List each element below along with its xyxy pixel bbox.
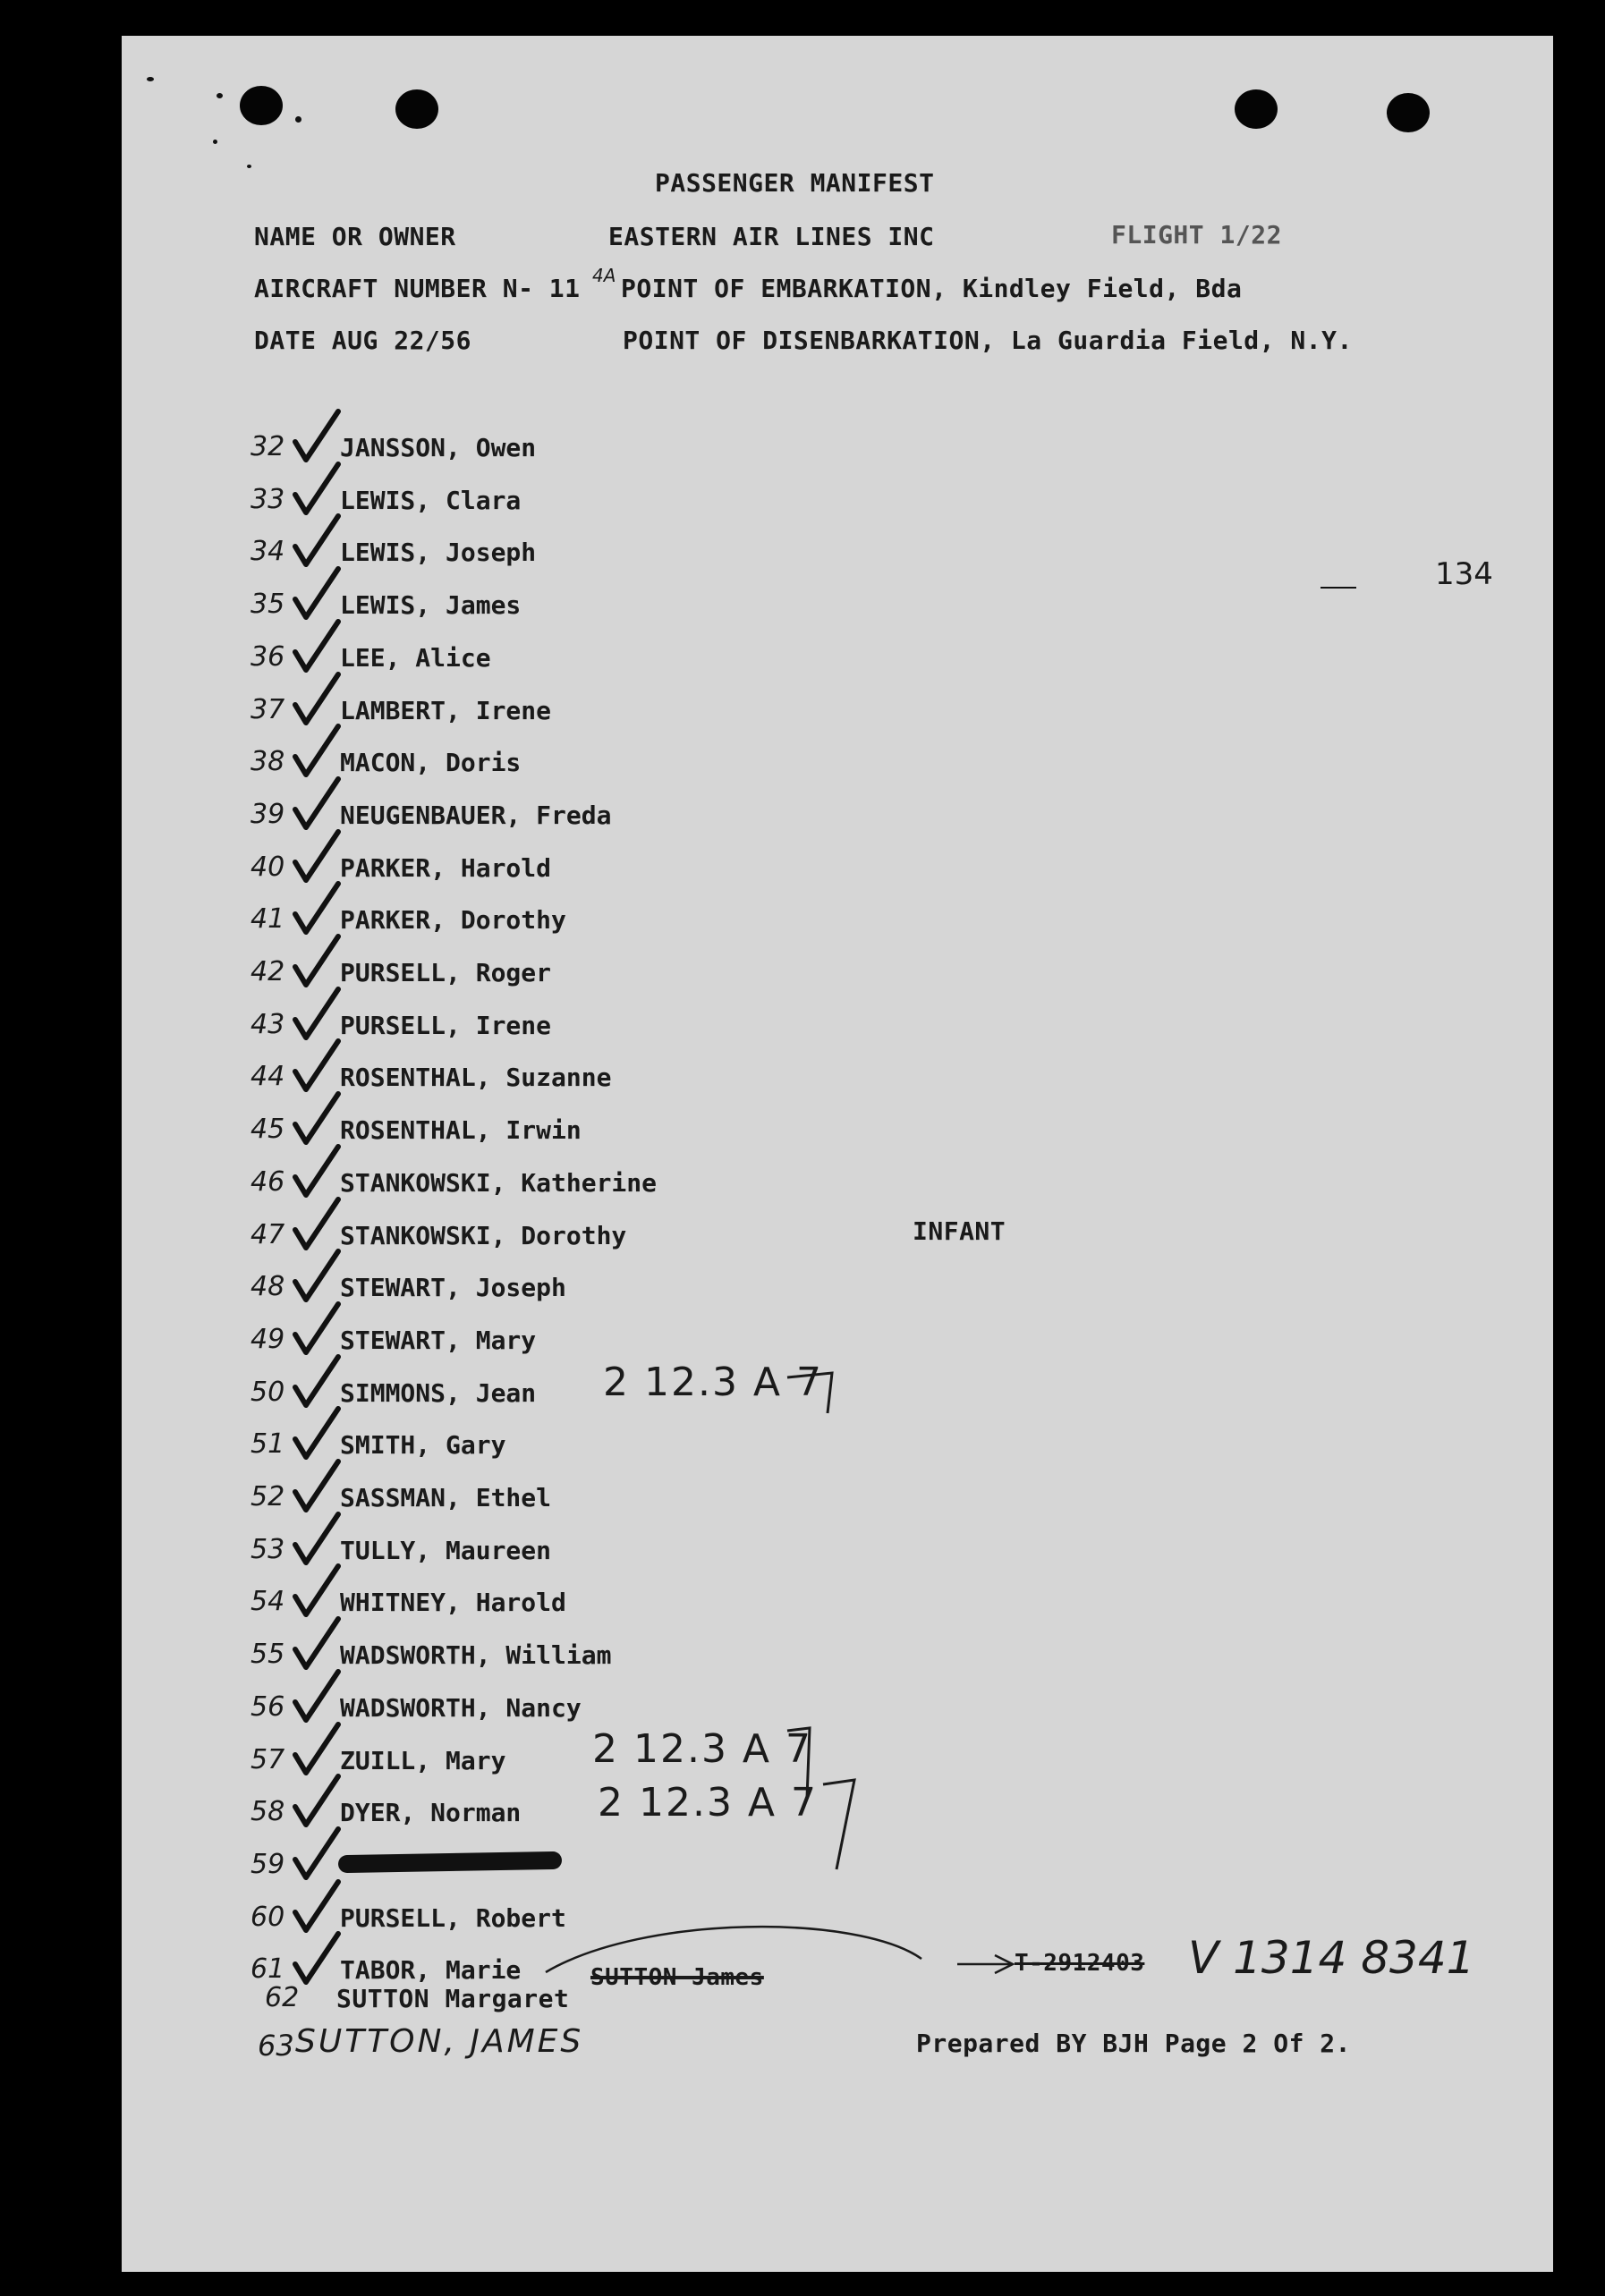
passenger-number: 50 [251,1376,285,1408]
passenger-number: 61 [251,1953,285,1986]
passenger-number: 40 [251,851,285,883]
new-ticket-number: V 1314 8341 [1188,1932,1475,1984]
passenger-row [251,1688,1145,1724]
passenger-name: SMITH, Gary [340,1430,506,1461]
checkmark-icon [292,1302,342,1356]
checkmark-icon [292,830,342,884]
passenger-number: 47 [251,1218,285,1250]
punch-hole-right-2 [1387,93,1430,132]
passenger-name: ZUILL, Mary [340,1745,506,1775]
passenger-row [251,532,1145,568]
checkmark-icon [292,1617,342,1671]
owner-label: NAME OR OWNER [254,222,456,251]
checkmark-icon [292,620,342,674]
punch-hole-left-1 [240,86,283,125]
passenger-row [251,1057,1145,1093]
passenger-name: STEWART, Mary [340,1325,537,1355]
passenger-number: 49 [251,1323,285,1355]
flight-number: FLIGHT 1/22 [1111,220,1282,250]
aircraft-superscript: 4A [592,265,616,286]
row-62-name: SUTTON Margaret [336,1984,570,2013]
passenger-number: 58 [251,1796,285,1828]
passenger-name: JANSSON, Owen [340,433,537,462]
passenger-number: 54 [251,1586,285,1618]
passenger-number: 60 [251,1901,285,1933]
checkmark-icon [292,1355,342,1409]
point-of-disembarkation: POINT OF DISENBARKATION, La Guardia Field, N.Y. [623,326,1353,355]
checkmark-icon [292,1512,342,1566]
passenger-number: 39 [251,798,285,830]
passenger-name: PURSELL, Robert [340,1902,566,1933]
code-note-simmons: 2 12.3 A 7 [603,1360,824,1405]
checkmark-icon [292,882,342,936]
passenger-name: STANKOWSKI, Katherine [340,1167,658,1198]
ink-speck [247,165,251,168]
passenger-row [251,1635,1145,1671]
passenger-row [251,900,1145,936]
passenger-number: 34 [251,536,285,568]
passenger-number: 55 [251,1639,285,1671]
passenger-number: 46 [251,1165,285,1198]
point-of-embarkation: POINT OF EMBARKATION, Kindley Field, Bda [621,274,1243,303]
struck-name: SUTTON James [590,1964,764,1991]
checkmark-icon [292,1198,342,1251]
passenger-row [251,742,1145,778]
infant-note: INFANT [913,1216,1006,1246]
passenger-name: LEWIS, James [340,590,522,621]
passenger-name: TABOR, Marie [340,1955,522,1986]
ink-dash [1321,587,1356,589]
checkmark-icon [292,935,342,988]
checkmark-icon [292,1775,342,1828]
passenger-name: NEUGENBAUER, Freda [340,800,612,830]
passenger-number: 33 [251,483,285,515]
passenger-row [251,638,1145,674]
checkmark-icon [292,987,342,1041]
passenger-row [251,585,1145,621]
passenger-row [251,1530,1145,1566]
code-note-zuill: 2 12.3 A 7 [592,1726,813,1772]
passenger-number: 41 [251,903,285,936]
checkmark-icon [292,1827,342,1881]
punch-hole-left-2 [395,89,438,129]
checkmark-icon [292,410,342,463]
passenger-number: 56 [251,1690,285,1723]
checkmark-icon [292,1670,342,1724]
checkmark-icon [292,1250,342,1303]
checkmark-icon [292,673,342,726]
row-62-number: 62 [265,1982,300,2013]
passenger-name: WADSWORTH, Nancy [340,1692,582,1723]
ink-speck [147,77,154,81]
passenger-name: SASSMAN, Ethel [340,1483,552,1512]
passenger-number: 38 [251,746,285,778]
passenger-row [251,1898,1145,1934]
passenger-name: STEWART, Joseph [340,1273,566,1303]
passenger-row [251,1216,1145,1251]
ink-speck [217,93,223,98]
passenger-row [251,1478,1145,1513]
passenger-name: PARKER, Harold [340,852,552,883]
passenger-name: MACON, Doris [340,748,522,778]
passenger-row [251,1110,1145,1146]
page-number-handwritten: 134 [1435,556,1493,592]
checkmark-icon [292,1145,342,1199]
checkmark-icon [292,1092,342,1146]
passenger-name: WHITNEY, Harold [340,1588,566,1618]
passenger-number: 59 [251,1848,285,1880]
passenger-name: PURSELL, Irene [340,1010,552,1040]
passenger-number: 43 [251,1008,285,1040]
checkmark-icon [292,1407,342,1461]
passenger-name: SIMMONS, Jean [340,1377,537,1408]
row-63-number: 63 [258,2029,294,2063]
passenger-name: WADSWORTH, William [340,1640,612,1671]
passenger-row [251,795,1145,831]
manifest-date: DATE AUG 22/56 [254,326,472,355]
passenger-name: STANKOWSKI, Dorothy [340,1220,627,1250]
checkmark-icon [292,1723,342,1776]
passenger-row [251,480,1145,516]
checkmark-icon [292,1564,342,1618]
checkmark-icon [292,514,342,568]
checkmark-icon [292,777,342,831]
passenger-number: 35 [251,589,285,621]
passenger-row [251,690,1145,726]
passenger-number: 37 [251,693,285,725]
checkmark-icon [292,567,342,621]
passenger-row [251,1320,1145,1356]
struck-ticket-number: T-2912403 [1015,1950,1145,1977]
code-note-dyer: 2 12.3 A 7 [598,1780,819,1826]
passenger-name: ROSENTHAL, Irwin [340,1115,582,1146]
passenger-row [251,1582,1145,1618]
checkmark-icon [292,1932,342,1986]
row-63-name: SUTTON, JAMES [295,2023,584,2060]
passenger-row [251,1005,1145,1041]
aircraft-number-label: AIRCRAFT NUMBER N- 11 [254,274,581,303]
prepared-by-footer: Prepared BY BJH Page 2 Of 2. [916,2029,1352,2058]
passenger-number: 53 [251,1533,285,1565]
passenger-name: TULLY, Maureen [340,1535,552,1565]
passenger-row [251,848,1145,884]
passenger-row [251,1425,1145,1461]
passenger-name: ROSENTHAL, Suzanne [340,1063,612,1093]
passenger-number: 48 [251,1271,285,1303]
passenger-number: 52 [251,1481,285,1512]
passenger-row [251,1163,1145,1199]
passenger-name: PARKER, Dorothy [340,905,566,936]
owner-value: EASTERN AIR LINES INC [608,222,935,251]
punch-hole-right-1 [1235,89,1278,129]
passenger-name: LAMBERT, Irene [340,695,552,725]
ink-speck [295,116,301,123]
passenger-number: 36 [251,640,285,673]
passenger-number: 45 [251,1114,285,1146]
checkmark-icon [292,1039,342,1093]
ink-speck [213,140,217,144]
manifest-title: PASSENGER MANIFEST [655,168,935,198]
checkmark-icon [292,462,342,516]
checkmark-icon [292,724,342,778]
checkmark-icon [292,1460,342,1513]
checkmark-icon [292,1880,342,1934]
passenger-number: 57 [251,1743,285,1775]
passenger-number: 51 [251,1428,285,1461]
passenger-number: 44 [251,1061,285,1093]
passenger-number: 32 [251,431,285,462]
passenger-name: DYER, Norman [340,1798,522,1828]
passenger-name: LEE, Alice [340,642,491,673]
passenger-row [251,428,1145,463]
passenger-row [251,953,1145,988]
passenger-row [251,1267,1145,1303]
passenger-name: LEWIS, Clara [340,485,522,515]
passenger-name: LEWIS, Joseph [340,538,537,568]
passenger-name: PURSELL, Roger [340,958,552,987]
passenger-number: 42 [251,956,285,987]
